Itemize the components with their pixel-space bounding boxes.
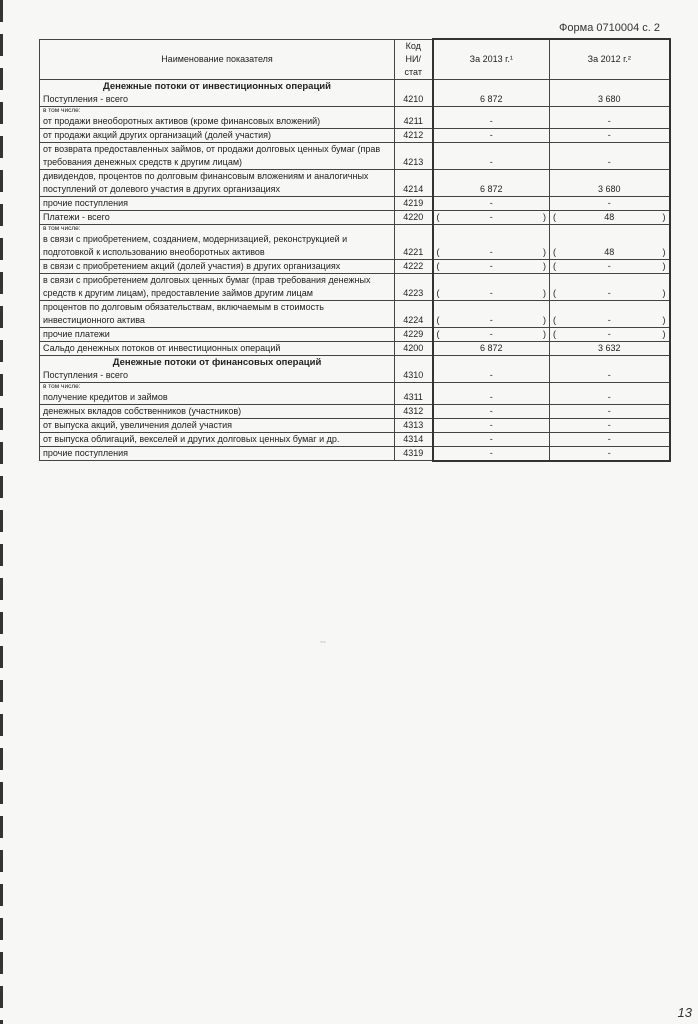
row-code: 4212 [395,128,433,142]
row-value-y1: ( - ) [433,259,550,273]
value-text: 48 [604,211,615,222]
row-value-y2: - [550,106,670,128]
row-value-y2: - [550,128,670,142]
table-row [40,300,670,327]
table-row [40,404,670,418]
table-row [40,224,670,259]
table-row [40,106,670,128]
row-value-y2: ( - ) [550,300,670,327]
row-name [40,142,395,169]
row-value-y1: 6 872 [433,341,550,355]
row-label: получение кредитов и займов [43,391,168,402]
row-label: дивидендов, процентов по долговым финансовым вложениям и аналогичных поступлений от долевого участия в других организациях [43,170,369,194]
table-row [40,273,670,300]
row-value-y1: - [433,142,550,169]
row-code: 4314 [395,432,433,446]
row-label: в связи с приобретением акций (долей участия) в других организациях [43,260,341,271]
row-code: 4213 [395,142,433,169]
row-label: от продажи внеоборотных активов (кроме финансовых вложений) [43,115,321,126]
value-text: - [489,328,493,339]
header-code: Код НИ/стат [395,39,433,79]
row-label: прочие платежи [43,328,110,339]
row-label: процентов по долговым обязательствам, включаемым в стоимость инвестиционного актива [43,301,324,325]
row-prefix: в том числе: [43,106,81,114]
row-label: в связи с приобретением, созданием, модернизацией, реконструкцией и подготовкой к использованию внеоборотных активов [43,233,348,257]
value-text: - [607,260,611,271]
row-value-y1: ( - ) [433,300,550,327]
row-code: 4219 [395,196,433,210]
form-label: Форма 0710004 с. 2 [559,22,660,34]
row-value-y2: 3 680 [550,169,670,196]
row-value-y2: ( - ) [550,259,670,273]
table-row [40,142,670,169]
section-title: Денежные потоки от финансовых операций [112,356,322,368]
value-text: - [607,314,611,325]
row-label: от выпуска акций, увеличения долей участия [43,419,233,430]
row-value-y1: 6 872 [433,169,550,196]
table-row [40,259,670,273]
row-code: 4200 [395,341,433,355]
value-text: 48 [604,246,615,257]
row-name [40,106,395,128]
row-prefix: в том числе: [43,224,81,232]
row-value-y2: 3 632 [550,341,670,355]
row-value-y1: ( - ) [433,327,550,341]
row-value-y2: ( 48 ) [550,210,670,224]
header-year1: За 2013 г.¹ [433,39,550,79]
row-code: 4210 [395,79,433,106]
row-label: от выпуска облигаций, векселей и других долговых ценных бумаг и др. [43,433,340,444]
table-row [40,196,670,210]
row-code: 4319 [395,446,433,461]
row-code: 4310 [395,355,433,382]
row-value-y2: - [550,446,670,461]
row-code: 4229 [395,327,433,341]
row-label: в связи с приобретением долговых ценных бумаг (прав требования денежных средств к другим лицам), предоставление займов другим лицам [43,274,371,298]
row-value-y1: - [433,418,550,432]
row-code: 4223 [395,273,433,300]
row-label: прочие поступления [43,448,129,458]
row-name [40,446,395,461]
value-text: - [607,287,611,298]
row-value-y1: ( - ) [433,210,550,224]
row-code: 4311 [395,382,433,404]
table-row [40,432,670,446]
row-value-y1: - [433,404,550,418]
row-name [40,79,395,106]
row-value-y1: - [433,432,550,446]
row-value-y2: - [550,142,670,169]
binding-edge [0,0,3,1024]
row-value-y1: ( - ) [433,273,550,300]
row-prefix: в том числе: [43,382,81,390]
row-name [40,341,395,355]
value-text: - [607,328,611,339]
table-row [40,418,670,432]
cash-flow-table [39,38,671,462]
row-name [40,210,395,224]
row-code: 4211 [395,106,433,128]
value-text: - [489,246,493,257]
row-label: Платежи - всего [43,211,110,222]
row-code: 4312 [395,404,433,418]
row-name [40,382,395,404]
row-label: Поступления - всего [43,369,128,380]
row-value-y2: - [550,432,670,446]
row-name [40,273,395,300]
table-header-row [40,39,670,79]
table-row [40,79,670,106]
row-label: денежных вкладов собственников (участников) [43,405,242,416]
row-value-y2: ( - ) [550,273,670,300]
row-value-y2: - [550,355,670,382]
row-code: 4313 [395,418,433,432]
value-text: - [489,260,493,271]
row-value-y2: - [550,196,670,210]
row-label: Поступления - всего [43,93,128,104]
table-row [40,210,670,224]
row-value-y1: - [433,382,550,404]
row-name [40,300,395,327]
table-row [40,446,670,461]
table-row [40,355,670,382]
row-code: 4222 [395,259,433,273]
row-name [40,224,395,259]
row-name [40,404,395,418]
value-text: - [489,211,493,222]
row-label: от продажи акций других организаций (долей участия) [43,129,272,140]
row-label: прочие поступления [43,197,129,208]
page-number: 13 [677,1005,692,1020]
row-name [40,355,395,382]
table-row [40,382,670,404]
row-name [40,259,395,273]
header-year2: За 2012 г.² [550,39,670,79]
row-code: 4214 [395,169,433,196]
row-label: от возврата предоставленных займов, от продажи долговых ценных бумаг (прав требования денежных средств к другим лицам) [43,143,381,167]
row-value-y1: ( - ) [433,224,550,259]
row-value-y2: - [550,382,670,404]
row-code: 4221 [395,224,433,259]
header-name: Наименование показателя [40,39,395,79]
row-code: 4224 [395,300,433,327]
table-row [40,341,670,355]
table-row [40,169,670,196]
row-value-y1: 6 872 [433,79,550,106]
row-value-y2: ( - ) [550,327,670,341]
row-name [40,432,395,446]
section-title: Денежные потоки от инвестиционных операций [103,80,331,92]
row-value-y1: - [433,128,550,142]
row-value-y2: - [550,418,670,432]
value-text: - [489,314,493,325]
row-value-y1: - [433,196,550,210]
row-value-y1: - [433,446,550,461]
row-name [40,327,395,341]
row-name [40,196,395,210]
row-name [40,418,395,432]
row-value-y2: 3 680 [550,79,670,106]
value-text: - [489,287,493,298]
table-row [40,128,670,142]
row-name [40,128,395,142]
scan-smudge: ~~ [320,640,326,646]
row-value-y1: - [433,355,550,382]
table-row [40,327,670,341]
row-value-y2: - [550,404,670,418]
row-code: 4220 [395,210,433,224]
row-name [40,169,395,196]
row-value-y2: ( 48 ) [550,224,670,259]
row-label: Сальдо денежных потоков от инвестиционных операций [43,342,281,353]
row-value-y1: - [433,106,550,128]
